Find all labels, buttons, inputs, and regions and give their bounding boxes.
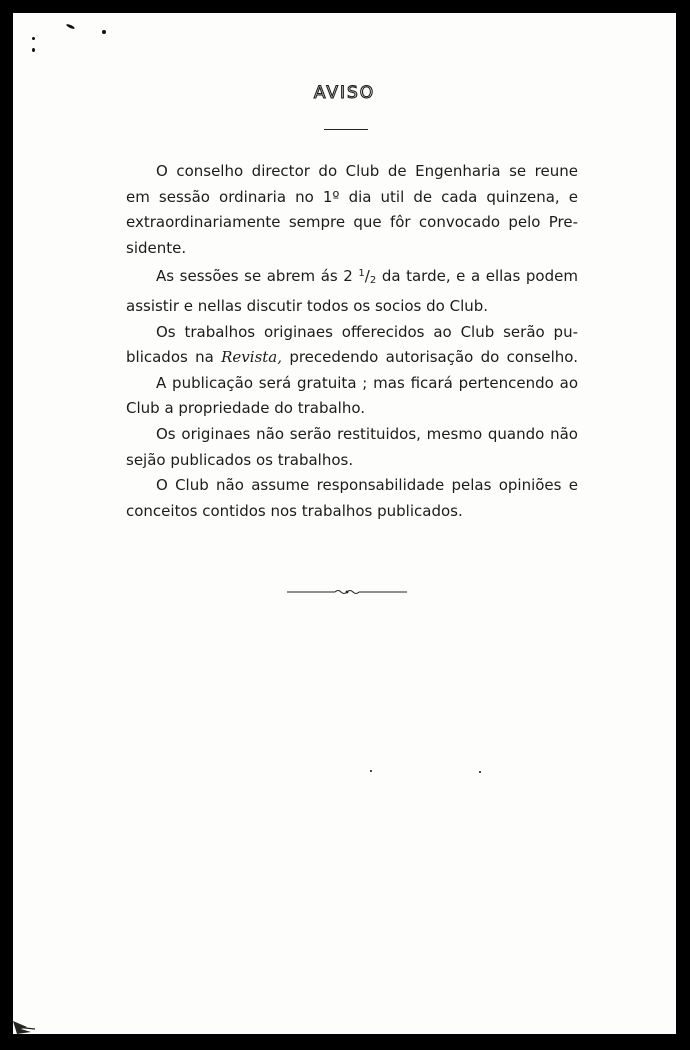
text-line: extraordinariamente sempre que fôr convocado pelo Pre- xyxy=(126,213,578,232)
text-fragment: precedendo autorisação do conselho. xyxy=(289,348,578,367)
text-fragment: blicados na xyxy=(126,348,214,367)
print-speck xyxy=(66,23,75,30)
text-line: Club a propriedade do trabalho. xyxy=(126,399,366,418)
text-fragment: da tarde, e a ellas podem xyxy=(381,267,578,286)
ornament-divider xyxy=(287,587,407,597)
notice-body xyxy=(126,159,578,524)
fraction-denominator: 2 xyxy=(369,275,377,287)
print-speck xyxy=(479,771,481,773)
text-line: Os trabalhos originaes offerecidos ao Club serão pu- xyxy=(156,322,578,341)
text-line: conceitos contidos nos trabalhos publicados. xyxy=(126,501,463,520)
text-line: Os originaes não serão restituidos, mesmo quando não xyxy=(156,424,578,443)
fraction xyxy=(343,267,376,285)
text-line xyxy=(126,345,578,371)
corner-smudge xyxy=(13,1013,43,1034)
text-line xyxy=(126,261,578,294)
print-speck xyxy=(32,48,35,52)
document-page xyxy=(13,13,676,1034)
text-line: O conselho director do Club de Engenharia se reune xyxy=(156,162,578,180)
text-fragment: As sessões se abrem ás xyxy=(156,267,338,286)
notice-title: AVISO xyxy=(313,83,376,103)
text-line: O Club não assume responsabilidade pelas opiniões e xyxy=(156,476,578,495)
title-divider xyxy=(324,129,368,130)
text-line: A publicação será gratuita ; mas ficará pertencendo ao xyxy=(156,373,578,392)
fraction-numerator: 1 xyxy=(358,268,365,280)
print-speck xyxy=(102,30,106,34)
fraction-whole: 2 xyxy=(343,267,353,286)
journal-name: Revista, xyxy=(221,348,283,367)
text-line: sejão publicados os trabalhos. xyxy=(126,450,354,469)
print-speck xyxy=(370,770,372,772)
fraction-slash: / xyxy=(364,267,370,286)
text-line: em sessão ordinaria no 1º dia util de cada quinzena, e xyxy=(126,187,578,206)
print-speck xyxy=(32,37,35,40)
text-line: sidente. xyxy=(126,238,187,257)
text-line: assistir e nellas discutir todos os socios do Club. xyxy=(126,296,489,315)
